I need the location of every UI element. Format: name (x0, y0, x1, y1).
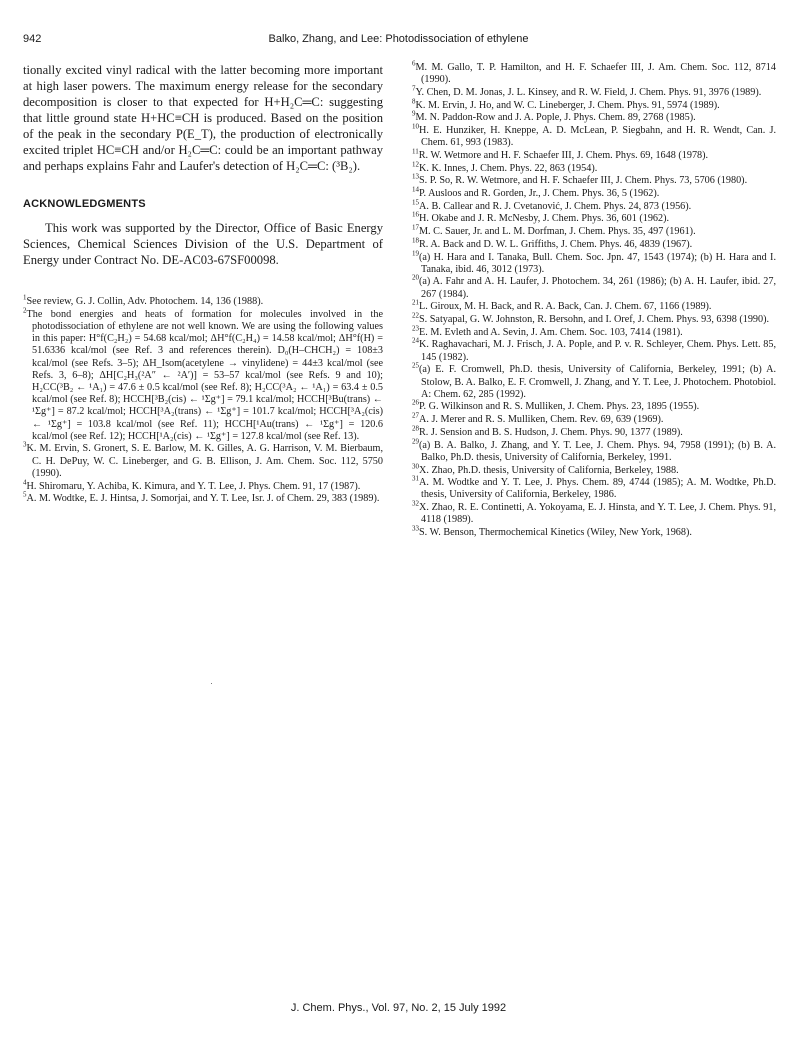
reference-item: $^2$The bond energies and heats of formation for molecules involved in the photodissociation of ethylene are not well known. We are using the following values in this paper: H°f(C₂H₂) = 54.68 kcal/mol; ΔH°f(C₂H₄) = 14.58 kcal/mol; ΔH°f(H) = 51.6336 kcal/mol (see Ref. 3 and references therein). D₀(H–CHCH₂) = 108±3 kcal/mol (see Refs. 3–5); ΔH_Isom(acetylene → vinylidene) = 44±3 kcal/mol (see Refs. 3, 6–8); ΔH[C₂H₃(²A″ ← ²A′)] = 53–57 kcal/mol (see Refs. 9 and 10); H₂CC(³B₂ ← ¹A₁) = 47.6 ± 0.5 kcal/mol (see Ref. 8); H₂CC(³A₂ ← ¹A₁) = 63.4 ± 0.5 kcal/mol (see Ref. 8); HCCH[³B₂(cis) ← ¹Σg⁺] = 79.1 kcal/mol; HCCH[³Bu(trans) ← ¹Σg⁺] = 87.2 kcal/mol; HCCH[³A₂(trans) ← ¹Σg⁺] = 101.7 kcal/mol; HCCH[³A₂(cis) ← ¹Σg⁺] = 103.8 kcal/mol (see Ref. 11); HCCH[¹Au(trans) ← ¹Σg⁺] = 120.6 kcal/mol (see Ref. 12); HCCH[¹A₂(cis) ← ¹Σg⁺] = 127.8 kcal/mol (see Ref. 13). (23, 306, 383, 442)
acknowledgments-text: This work was supported by the Director, Office of Basic Energy Sciences, Chemical Sciences Division of the U.S. Department of Energy under Contract No. DE-AC03-67SF00098. (23, 221, 383, 267)
reference-item: $^{17}$M. C. Sauer, Jr. and L. M. Dorfman, J. Chem. Phys. 35, 497 (1961). (412, 223, 696, 238)
conclusion-paragraph: tionally excited vinyl radical with the latter becoming more important at high laser powers. The maximum energy release for the secondary decomposition is closer to that expected for H+H₂C═C: suggesting that little ground state H+HC≡CH is produced. Based on the position of the peak in the secondary P(E_T), the production of electronically excited triplet HC≡CH and/or H₂C═C: could be an important pathway and perhaps explains Fahr and Laufer's detection of H₂C═C: (³B₂). (23, 63, 383, 173)
reference-item: $^{15}$A. B. Callear and R. J. Cvetanović, J. Chem. Phys. 24, 873 (1956). (412, 198, 692, 212)
reference-item: $^{14}$P. Ausloos and R. Gorden, Jr., J. Chem. Phys. 36, 5 (1962). (412, 185, 660, 200)
reference-item: $^{19}$(a) H. Hara and I. Tanaka, Bull. Chem. Soc. Jpn. 47, 1543 (1974); (b) H. Hara and I. Tanaka, ibid. 46, 3012 (1973). (412, 249, 776, 275)
reference-item: $^{10}$H. E. Hunziker, H. Kneppe, A. D. McLean, P. Siegbahn, and H. R. Wendt, Can. J. Chem. 61, 993 (1983). (412, 122, 776, 149)
reference-item: $^{28}$R. J. Sension and B. S. Hudson, J. Chem. Phys. 90, 1377 (1989). (412, 424, 683, 438)
reference-item: $^4$H. Shiromaru, Y. Achiba, K. Kimura, and Y. T. Lee, J. Phys. Chem. 91, 17 (1987). (23, 478, 361, 492)
left-reference-list (23, 293, 383, 505)
reference-item: $^9$M. N. Paddon-Row and J. A. Pople, J. Phys. Chem. 89, 2768 (1985). (412, 109, 696, 124)
reference-item: $^{13}$S. P. So, R. W. Wetmore, and H. F. Schaefer III, J. Chem. Phys. 73, 5706 (1980). (412, 172, 748, 187)
reference-item: $^{30}$X. Zhao, Ph.D. thesis, University of California, Berkeley, 1988. (412, 462, 679, 476)
reference-item: $^{18}$R. A. Back and D. W. L. Griffiths, J. Chem. Phys. 46, 4839 (1967). (412, 236, 693, 250)
reference-item: $^{20}$(a) A. Fahr and A. H. Laufer, J. Photochem. 34, 261 (1986); (b) A. H. Laufer, ibid. 27, 267 (1984). (412, 274, 776, 300)
reference-item: $^3$K. M. Ervin, S. Gronert, S. E. Barlow, M. K. Gilles, A. G. Harrison, V. M. Bierbaum, C. H. DePuy, W. C. Lineberger, and G. B. Ellison, J. Am. Chem. Soc. 112, 5750 (1990). (23, 441, 383, 479)
reference-item: $^{27}$A. J. Merer and R. S. Mulliken, Chem. Rev. 69, 639 (1969). (412, 411, 664, 426)
reference-item: $^{12}$K. K. Innes, J. Chem. Phys. 22, 863 (1954). (412, 160, 598, 174)
reference-item: $^{21}$L. Giroux, M. H. Back, and R. A. Back, Can. J. Chem. 67, 1166 (1989). (412, 298, 712, 313)
reference-item: $^{31}$A. M. Wodtke and Y. T. Lee, J. Phys. Chem. 89, 4744 (1985); A. M. Wodtke, Ph.D. thesis, University of California, Berkeley, 1986. (412, 474, 776, 501)
reference-item: $^8$K. M. Ervin, J. Ho, and W. C. Lineberger, J. Chem. Phys. 91, 5974 (1989). (412, 97, 720, 111)
reference-item: $^{23}$E. M. Evleth and A. Sevin, J. Am. Chem. Soc. 103, 7414 (1981). (412, 324, 683, 338)
reference-item: $^7$Y. Chen, D. M. Jonas, J. L. Kinsey, and R. W. Field, J. Chem. Phys. 91, 3976 (1989). (412, 84, 762, 98)
page-number: 942 (23, 33, 42, 45)
acknowledgments-heading: ACKNOWLEDGMENTS (23, 198, 146, 210)
reference-item: $^{25}$(a) E. F. Cromwell, Ph.D. thesis, University of California, Berkeley, 1991; (b) A. Stolow, B. A. Balko, E. F. Cromwell, J. Zhang, and Y. T. Lee, J. Photochem. Photobiol. A: Chem. 62, 285 (1992). (412, 361, 776, 400)
reference-item: $^{22}$S. Satyapal, G. W. Johnston, R. Bersohn, and I. Oref, J. Chem. Phys. 93, 6398 (1990). (412, 311, 770, 326)
left-column (23, 62, 383, 506)
journal-footer: J. Chem. Phys., Vol. 97, No. 2, 15 July 1992 (290, 1002, 507, 1014)
right-column-references (412, 59, 776, 540)
reference-item: $^{11}$R. W. Wetmore and H. F. Schaefer III, J. Chem. Phys. 69, 1648 (1978). (412, 147, 709, 161)
reference-item: $^{26}$P. G. Wilkinson and R. S. Mulliken, J. Chem. Phys. 23, 1895 (1955). (412, 399, 700, 413)
reference-item: $^{29}$(a) B. A. Balko, J. Zhang, and Y. T. Lee, J. Chem. Phys. 94, 7958 (1991); (b) B. A. Balko, Ph.D. thesis, University of California, Berkeley, 1991. (412, 437, 776, 463)
reference-item: $^{32}$X. Zhao, R. E. Continetti, A. Yokoyama, E. J. Hinsta, and Y. T. Lee, J. Chem. Phys. 91, 4118 (1989). (412, 499, 776, 526)
reference-item: $^1$See review, G. J. Collin, Adv. Photochem. 14, 136 (1988). (23, 293, 264, 307)
scan-speck (211, 683, 212, 684)
reference-item: $^{16}$H. Okabe and J. R. McNesby, J. Chem. Phys. 36, 601 (1962). (412, 211, 670, 225)
reference-item: $^{33}$S. W. Benson, Thermochemical Kinetics (Wiley, New York, 1968). (412, 524, 692, 539)
reference-item: $^{24}$K. Raghavachari, M. J. Frisch, J. A. Pople, and P. v. R. Schleyer, Chem. Phys. Lett. 85, 145 (1982). (412, 337, 776, 363)
reference-item: $^6$M. M. Gallo, T. P. Hamilton, and H. F. Schaefer III, J. Am. Chem. Soc. 112, 8714 (1990). (412, 59, 776, 86)
reference-item: $^5$A. M. Wodtke, E. J. Hintsa, J. Somorjai, and Y. T. Lee, Isr. J. of Chem. 29, 383 (1989). (23, 490, 380, 505)
running-title: Balko, Zhang, and Lee: Photodissociation of ethylene (268, 33, 529, 45)
